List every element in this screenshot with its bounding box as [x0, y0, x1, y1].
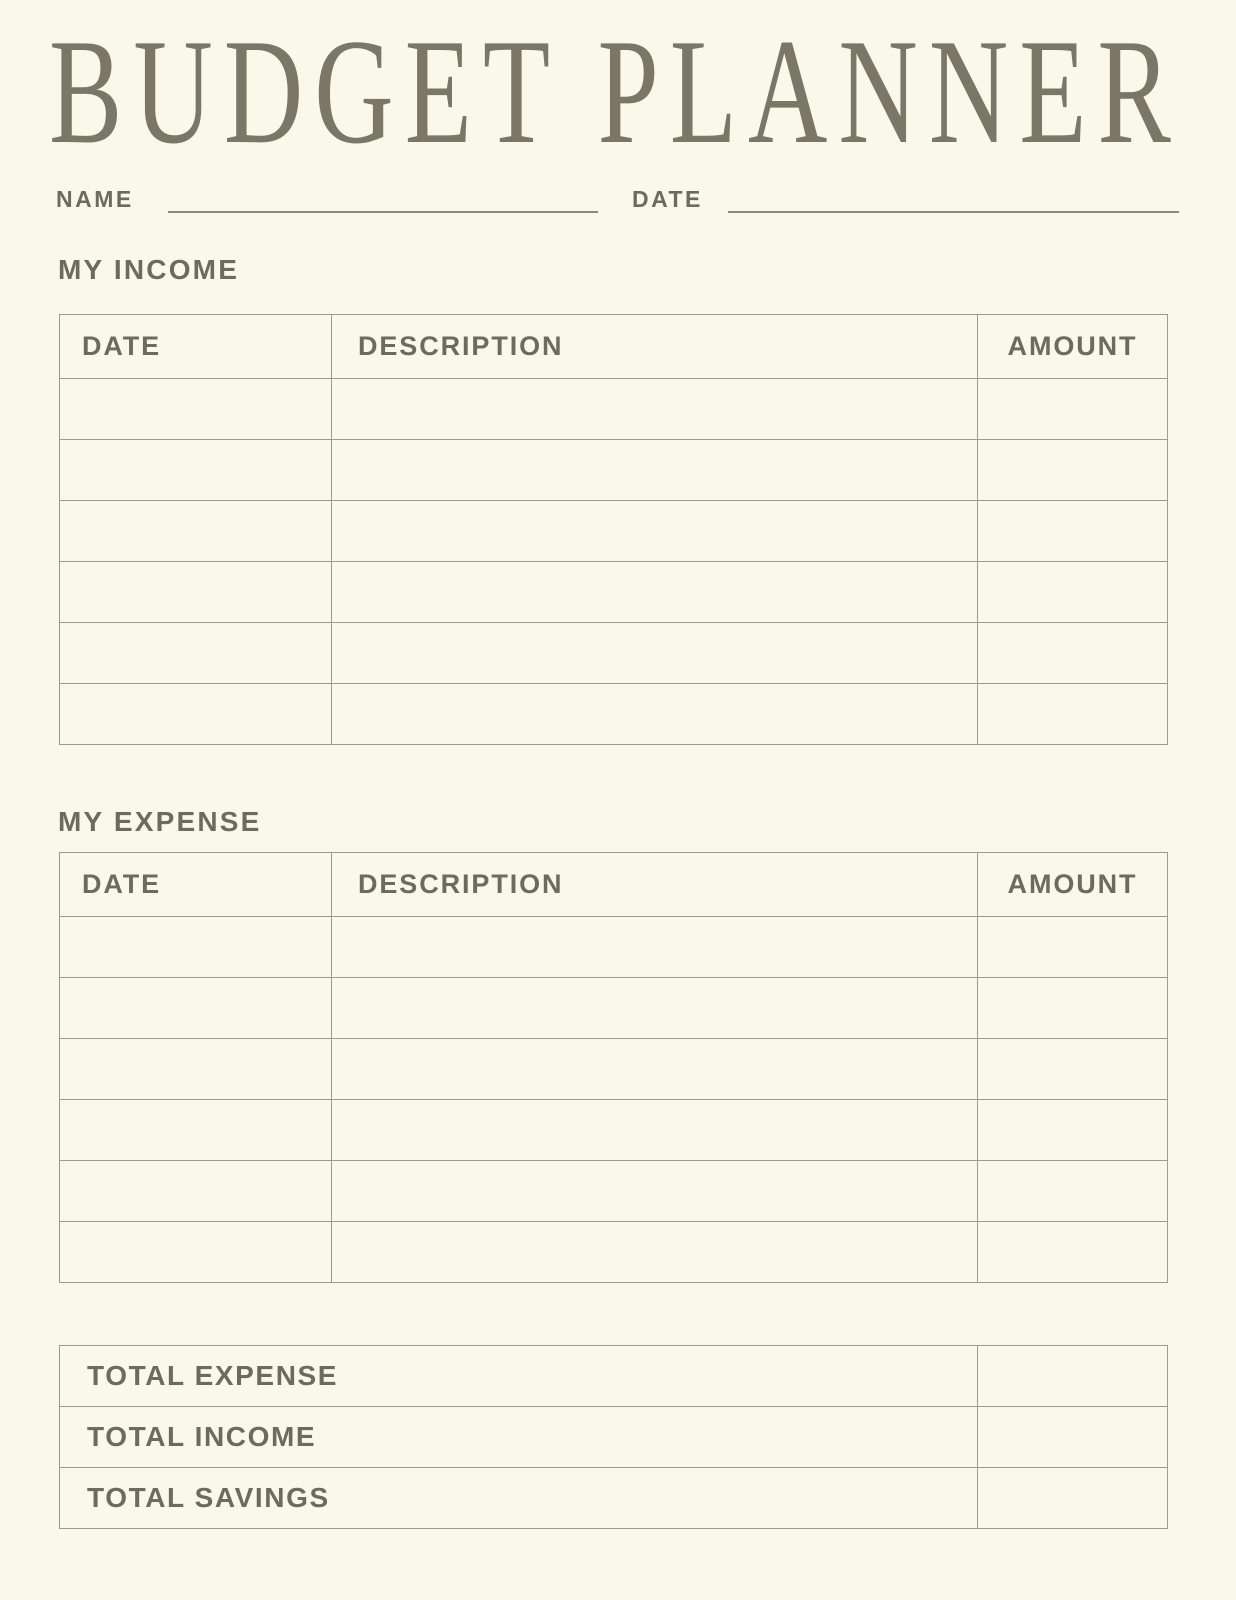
income-description-cell[interactable]: [332, 501, 978, 562]
expense-description-cell[interactable]: [332, 1039, 978, 1100]
expense-table-body: [60, 917, 1168, 1283]
income-amount-cell[interactable]: [978, 684, 1168, 745]
income-date-cell[interactable]: [60, 379, 332, 440]
total-income-label: TOTAL INCOME: [60, 1407, 978, 1468]
table-row: [60, 1161, 1168, 1222]
total-income-amount-cell[interactable]: [978, 1407, 1168, 1468]
income-header-row: [60, 315, 1168, 379]
expense-date-cell[interactable]: [60, 1222, 332, 1283]
table-row: [60, 684, 1168, 745]
expense-date-cell[interactable]: [60, 1161, 332, 1222]
total-income-row: [60, 1407, 1168, 1468]
expense-column-header-date: DATE: [60, 853, 332, 917]
total-savings-row: [60, 1468, 1168, 1529]
income-column-header-amount: AMOUNT: [978, 315, 1168, 379]
table-row: [60, 978, 1168, 1039]
income-table-body: [60, 379, 1168, 745]
income-amount-cell[interactable]: [978, 562, 1168, 623]
total-expense-row: [60, 1346, 1168, 1407]
total-expense-amount-cell[interactable]: [978, 1346, 1168, 1407]
total-savings-amount-cell[interactable]: [978, 1468, 1168, 1529]
income-date-cell[interactable]: [60, 684, 332, 745]
income-amount-cell[interactable]: [978, 501, 1168, 562]
table-row: [60, 917, 1168, 978]
income-amount-cell[interactable]: [978, 379, 1168, 440]
table-row: [60, 501, 1168, 562]
expense-description-cell[interactable]: [332, 1222, 978, 1283]
expense-description-cell[interactable]: [332, 1161, 978, 1222]
expense-date-cell[interactable]: [60, 917, 332, 978]
expense-description-cell[interactable]: [332, 917, 978, 978]
total-savings-label: TOTAL SAVINGS: [60, 1468, 978, 1529]
income-column-header-description: DESCRIPTION: [332, 315, 978, 379]
name-label: NAME: [56, 186, 134, 212]
expense-amount-cell[interactable]: [978, 1039, 1168, 1100]
table-row: [60, 1222, 1168, 1283]
income-description-cell[interactable]: [332, 379, 978, 440]
expense-date-cell[interactable]: [60, 1100, 332, 1161]
income-description-cell[interactable]: [332, 562, 978, 623]
income-table: [59, 314, 1168, 745]
income-amount-cell[interactable]: [978, 440, 1168, 501]
income-description-cell[interactable]: [332, 684, 978, 745]
income-column-header-date: DATE: [60, 315, 332, 379]
income-description-cell[interactable]: [332, 623, 978, 684]
page-title: BUDGET PLANNER: [49, 7, 1182, 175]
date-label: DATE: [632, 186, 703, 212]
income-amount-cell[interactable]: [978, 623, 1168, 684]
expense-amount-cell[interactable]: [978, 1161, 1168, 1222]
expense-amount-cell[interactable]: [978, 1222, 1168, 1283]
expense-header-row: [60, 853, 1168, 917]
expense-column-header-description: DESCRIPTION: [332, 853, 978, 917]
expense-table: [59, 852, 1168, 1283]
table-row: [60, 1039, 1168, 1100]
income-date-cell[interactable]: [60, 562, 332, 623]
table-row: [60, 379, 1168, 440]
expense-date-cell[interactable]: [60, 1039, 332, 1100]
income-description-cell[interactable]: [332, 440, 978, 501]
table-row: [60, 1100, 1168, 1161]
expense-amount-cell[interactable]: [978, 978, 1168, 1039]
table-row: [60, 562, 1168, 623]
income-date-cell[interactable]: [60, 501, 332, 562]
name-fill-line[interactable]: [168, 211, 598, 213]
expense-section-heading: MY EXPENSE: [58, 806, 262, 837]
total-expense-label: TOTAL EXPENSE: [60, 1346, 978, 1407]
expense-description-cell[interactable]: [332, 978, 978, 1039]
expense-description-cell[interactable]: [332, 1100, 978, 1161]
income-section-heading: MY INCOME: [58, 254, 240, 285]
income-date-cell[interactable]: [60, 623, 332, 684]
income-date-cell[interactable]: [60, 440, 332, 501]
table-row: [60, 440, 1168, 501]
expense-date-cell[interactable]: [60, 978, 332, 1039]
table-row: [60, 623, 1168, 684]
date-fill-line[interactable]: [728, 211, 1179, 213]
totals-table: [59, 1345, 1168, 1529]
expense-amount-cell[interactable]: [978, 1100, 1168, 1161]
expense-column-header-amount: AMOUNT: [978, 853, 1168, 917]
expense-amount-cell[interactable]: [978, 917, 1168, 978]
